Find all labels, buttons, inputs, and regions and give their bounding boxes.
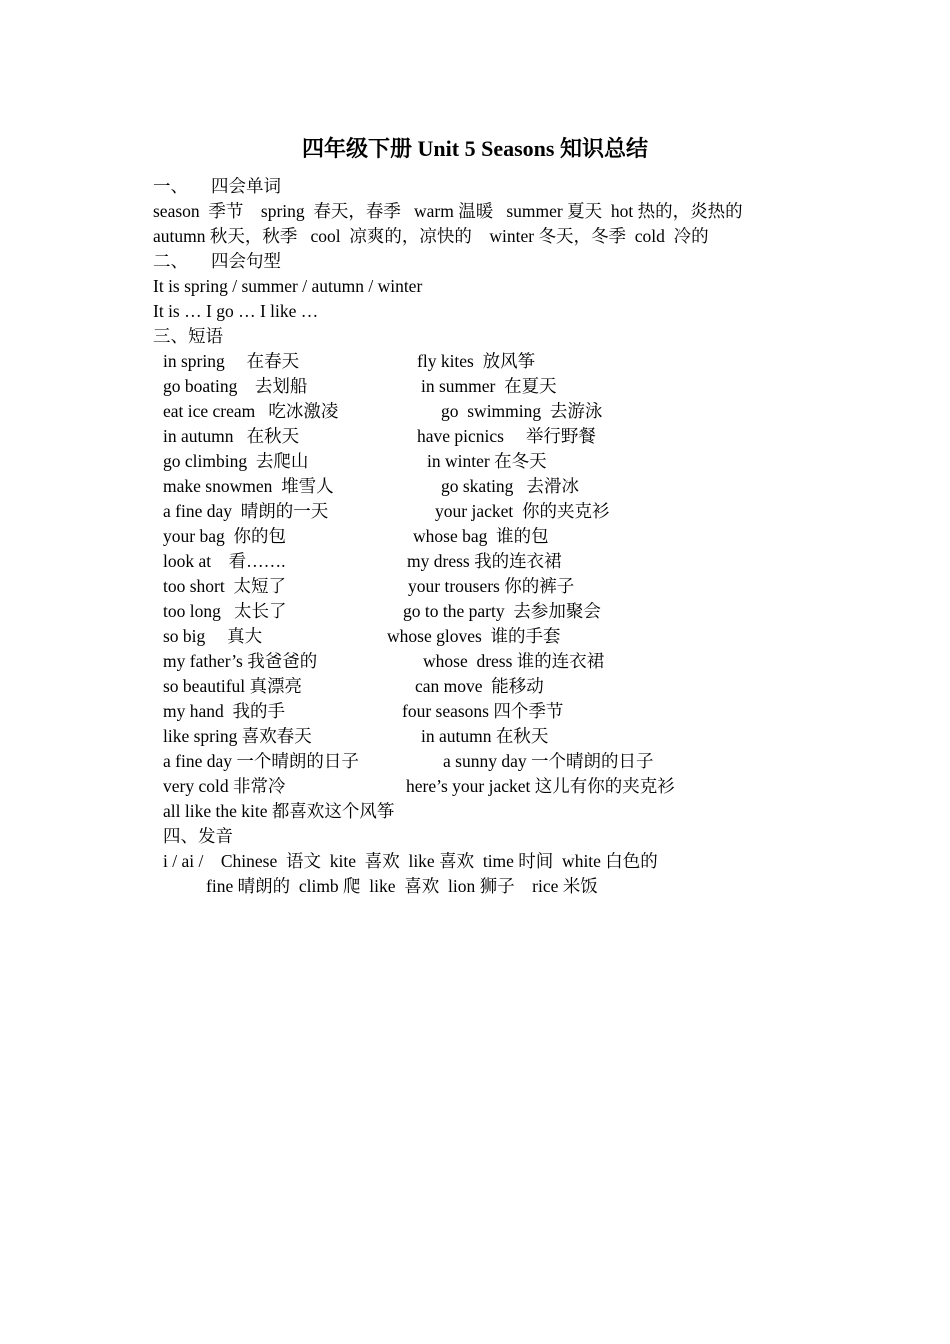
- phrase-left: go climbing 去爬山: [163, 451, 309, 471]
- phrase-right: your jacket 你的夹克衫: [435, 501, 610, 521]
- phrase-right: your trousers 你的裤子: [408, 576, 575, 596]
- phrase-right: in summer 在夏天: [421, 376, 557, 396]
- phrase-right: go swimming 去游泳: [441, 401, 603, 421]
- phrase-left: make snowmen 堆雪人: [163, 476, 334, 496]
- phrase-left: my hand 我的手: [163, 701, 286, 721]
- phrase-left: look at 看…….: [163, 551, 286, 571]
- phrase-right: in autumn 在秋天: [421, 726, 549, 746]
- phrase-left: go boating 去划船: [163, 376, 308, 396]
- sentence-line-2: It is … I go … I like …: [153, 301, 319, 321]
- section-3-heading: 三、短语: [153, 326, 223, 346]
- section-1-title: 四会单词: [211, 176, 281, 196]
- phrase-left: too short 太短了: [163, 576, 286, 596]
- phrase-left: your bag 你的包: [163, 526, 286, 546]
- phrase-right: four seasons 四个季节: [402, 701, 564, 721]
- phrase-left: my father’s 我爸爸的: [163, 651, 318, 671]
- pronunciation-line-2: fine 晴朗的 climb 爬 like 喜欢 lion 狮子 rice 米饭: [206, 876, 598, 896]
- phrase-left: a fine day 一个晴朗的日子: [163, 751, 359, 771]
- phrase-right: can move 能移动: [415, 676, 544, 696]
- phrase-right: fly kites 放风筝: [417, 351, 536, 371]
- phrase-right: whose dress 谁的连衣裙: [423, 651, 605, 671]
- phrase-left: a fine day 晴朗的一天: [163, 501, 329, 521]
- phrase-right: a sunny day 一个晴朗的日子: [443, 751, 654, 771]
- phrase-right: whose gloves 谁的手套: [387, 626, 561, 646]
- section-2-title: 四会句型: [211, 251, 281, 271]
- phrase-right: have picnics 举行野餐: [417, 426, 596, 446]
- vocab-line-2: autumn 秋天，秋季 cool 凉爽的，凉快的 winter 冬天，冬季 cold 冷的: [153, 226, 709, 246]
- phrase-left: too long 太长了: [163, 601, 287, 621]
- phrase-right: whose bag 谁的包: [413, 526, 549, 546]
- section-1-heading: [153, 174, 281, 198]
- phrase-right: go skating 去滑冰: [441, 476, 580, 496]
- phrase-left: in spring 在春天: [163, 351, 300, 371]
- phrase-right: go to the party 去参加聚会: [403, 601, 601, 621]
- section-2-heading: [153, 249, 281, 273]
- section-1-number: 一、: [153, 176, 188, 196]
- section-2-number: 二、: [153, 251, 188, 271]
- vocab-line-1: season 季节 spring 春天，春季 warm 温暖 summer 夏天 hot 热的，炎热的: [153, 201, 743, 221]
- phrase-left: so big 真大: [163, 626, 263, 646]
- phrase-left: eat ice cream 吃冰激凌: [163, 401, 339, 421]
- pronunciation-line-1: i / ai / Chinese 语文 kite 喜欢 like 喜欢 time 时间 white 白色的: [163, 851, 658, 871]
- phrase-left: so beautiful 真漂亮: [163, 676, 303, 696]
- phrase-right: here’s your jacket 这儿有你的夹克衫: [406, 776, 675, 796]
- document-title: 四年级下册 Unit 5 Seasons 知识总结: [302, 136, 648, 161]
- phrase-right: my dress 我的连衣裙: [407, 551, 562, 571]
- phrase-left: like spring 喜欢春天: [163, 726, 312, 746]
- phrase-left: in autumn 在秋天: [163, 426, 300, 446]
- phrase-right: in winter 在冬天: [427, 451, 547, 471]
- sentence-line-1: It is spring / summer / autumn / winter: [153, 276, 423, 296]
- phrase-left: all like the kite 都喜欢这个风筝: [163, 801, 395, 821]
- phrase-left: very cold 非常冷: [163, 776, 286, 796]
- section-4-heading: 四、发音: [163, 826, 233, 846]
